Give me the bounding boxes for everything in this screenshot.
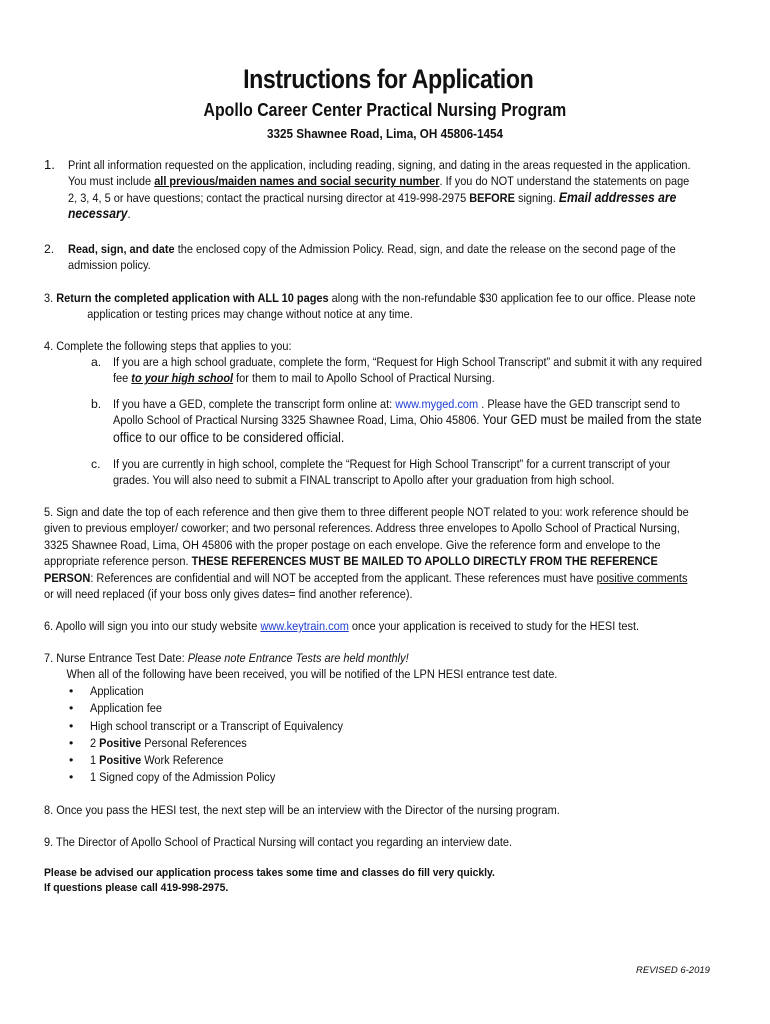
step-b-line-1: If you have a GED, complete the transcript form online at: www.myged.com . Please have the GED transcript send to — [113, 397, 680, 411]
item-5-line-4: appropriate reference person. THESE REFERENCES MUST BE MAILED TO APOLLO DIRECTLY FROM THE REFERENCE — [44, 554, 658, 569]
item-2-line-2: admission policy. — [68, 258, 151, 273]
requirement-item: • 2 Positive Personal References — [69, 735, 247, 750]
requirement-item: • 1 Signed copy of the Admission Policy — [69, 770, 276, 785]
item-7-line-1: 7. Nurse Entrance Test Date: Please note Entrance Tests are held monthly! — [44, 651, 409, 665]
requirement-item: • High school transcript or a Transcript of Equivalency — [69, 718, 344, 733]
item-1-line-2: You must include all previous/maiden names and social security number. If you do NOT understand the statements on page — [68, 174, 690, 189]
instruction-3 — [44, 290, 768, 323]
item-5-line-5: PERSON: References are confidential and will NOT be accepted from the applicant. These references must have positive comments — [44, 570, 688, 585]
page-title: Instructions for Application — [243, 64, 534, 94]
item-1-line-1: Print all information requested on the application, including reading, signing, and dating in the areas requested in the application. — [68, 158, 691, 172]
item-5-line-2: given to previous employer/ coworker; and two personal references. Address three envelopes to Apollo School of Practical Nursing, — [44, 521, 680, 536]
item-5-line-1: 5. Sign and date the top of each reference and then give them to three different people NOT related to you: work reference should be — [44, 505, 689, 519]
step-b-line-2: Apollo School of Practical Nursing 3325 Shawnee Road, Lima, Ohio 45806. Your GED must be mailed from the state — [113, 412, 702, 428]
item-3-line-1: 3. Return the completed application with ALL 10 pages along with the non-refundable $30 application fee to our office. Please note — [44, 291, 696, 305]
bullet-icon: • — [69, 770, 74, 785]
bullet-icon: • — [69, 701, 74, 716]
step-letter: b. — [91, 397, 102, 411]
step-a-line-1: If you are a high school graduate, complete the form, “Request for High School Transcript” and submit it with any required — [113, 355, 702, 369]
item-3-line-2: application or testing prices may change without notice at any time. — [87, 307, 413, 322]
item-number: 2. — [44, 242, 55, 256]
myged-link[interactable]: www.myged.com — [395, 397, 479, 411]
requirement-item: • 1 Positive Work Reference — [69, 753, 224, 768]
bullet-icon: • — [69, 718, 74, 733]
revision-date: REVISED 6-2019 — [636, 965, 710, 976]
step-c-line-2: grades. You will also need to submit a FINAL transcript to Apollo after your graduation from high school. — [113, 473, 615, 488]
to-high-school-emphasis: to your high school — [131, 371, 234, 386]
instruction-5 — [44, 504, 760, 602]
step-b-line-3: office to our office to be considered official. — [113, 429, 345, 445]
instruction-9: 9. The Director of Apollo School of Practical Nursing will contact you regarding an interview date. — [44, 835, 513, 849]
step-a-line-2: fee to your high school for them to mail to Apollo School of Practical Nursing. — [113, 371, 495, 386]
item-5-line-3: 3325 Shawnee Road, Lima, OH 45806 with the proper postage on each envelope. Give the reference form and envelope to the — [44, 537, 661, 552]
instruction-8: 8. Once you pass the HESI test, the next step will be an interview with the Director of the nursing program. — [44, 803, 560, 817]
bullet-icon: • — [69, 735, 74, 750]
requirement-item: • Application fee — [69, 701, 162, 716]
item-1-line-3: 2, 3, 4, 5 or have questions; contact the practical nursing director at 419-998-2975 BEFORE signing. Email addresses are — [68, 189, 677, 205]
item-1-line-4: necessary. — [68, 206, 131, 222]
instruction-6: 6. Apollo will sign you into our study website www.keytrain.com once your application is received to study for the HESI test. — [44, 619, 640, 633]
instruction-7 — [44, 650, 614, 683]
program-subtitle: Apollo Career Center Practical Nursing Program — [203, 100, 567, 120]
step-letter: a. — [91, 355, 102, 369]
item-2-line-1: Read, sign, and date the enclosed copy of the Admission Policy. Read, sign, and date the release on the second page of the — [68, 242, 676, 256]
item-7-line-2: When all of the following have been received, you will be notified of the LPN HESI entrance test date. — [66, 667, 558, 682]
advisory-note: Please be advised our application process takes some time and classes do fill very quickly. — [44, 867, 495, 879]
requirements-list — [67, 683, 371, 787]
names-ssn-requirement: all previous/maiden names and social security number — [154, 174, 440, 189]
contact-note: If questions please call 419-998-2975. — [44, 882, 229, 894]
step-letter: c. — [91, 457, 101, 471]
email-requirement: Email addresses are — [558, 189, 677, 205]
item-4-intro: 4. Complete the following steps that applies to you: — [44, 339, 292, 353]
item-number: 1. — [44, 157, 55, 172]
program-address: 3325 Shawnee Road, Lima, OH 45806-1454 — [266, 126, 504, 141]
item-5-line-6: or will need replaced (if your boss only gives dates= find another reference). — [44, 587, 413, 602]
bullet-icon: • — [69, 753, 74, 768]
step-c-line-1: If you are currently in high school, complete the “Request for High School Transcript” for a current transcript of your — [113, 457, 671, 471]
instruction-4 — [44, 338, 319, 354]
keytrain-link[interactable]: www.keytrain.com — [260, 619, 349, 633]
requirement-item: • Application — [69, 684, 144, 698]
bullet-icon: • — [69, 684, 74, 698]
